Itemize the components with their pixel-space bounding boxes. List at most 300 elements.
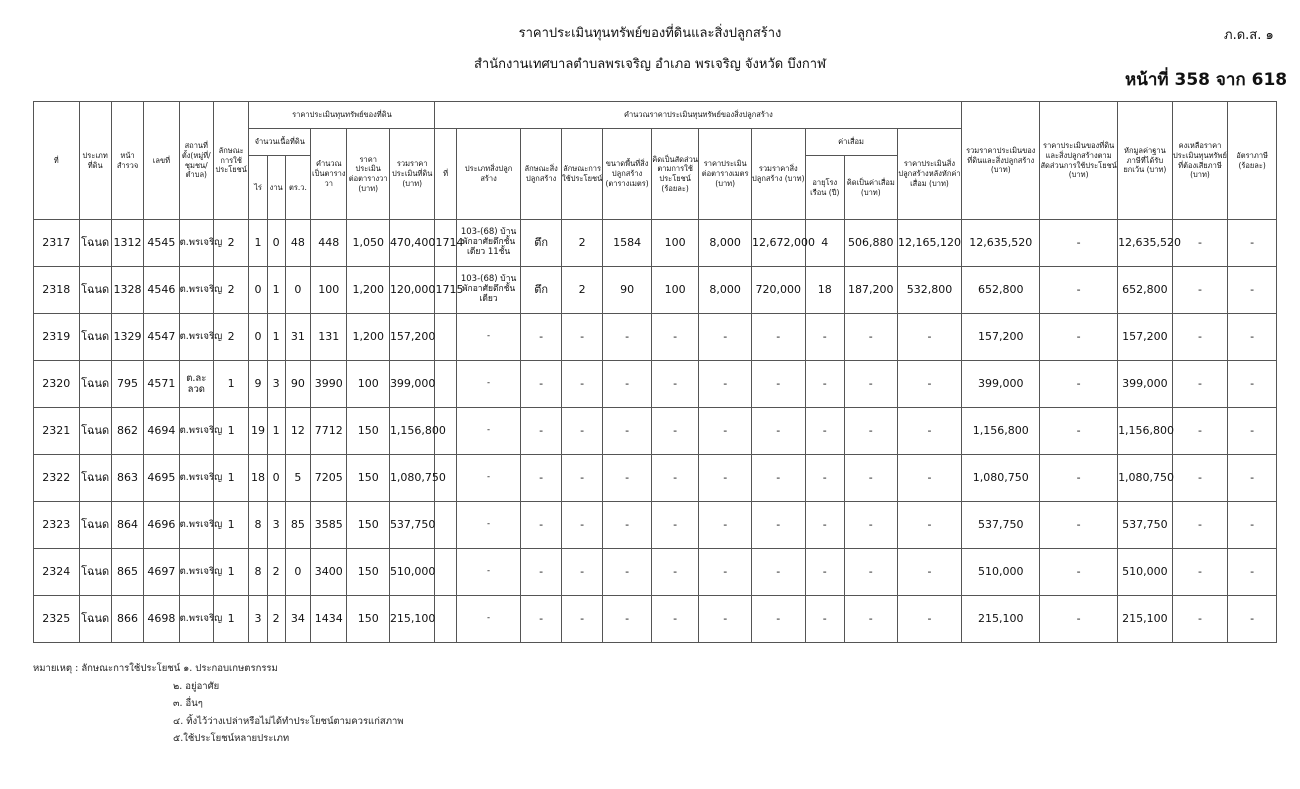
cell-depreciation-amount: - xyxy=(845,502,898,549)
col-land-type: ประเภทที่ดิน xyxy=(79,102,111,220)
cell-price-per-wa: 150 xyxy=(347,455,389,502)
cell-land-type: โฉนด xyxy=(79,361,111,408)
cell-price-per-wa: 150 xyxy=(347,502,389,549)
col-rai: ไร่ xyxy=(249,156,267,220)
cell-rai: 0 xyxy=(249,314,267,361)
col-price-per-wa: ราคาประเมินต่อตารางวา (บาท) xyxy=(347,129,389,220)
cell-row-number: 2320 xyxy=(34,361,80,408)
cell-land-total: 510,000 xyxy=(389,549,435,596)
notes xyxy=(33,660,404,748)
cell-price-per-wa: 100 xyxy=(347,361,389,408)
cell-building-type: 103-(68) บ้านพักอาศัยตึกชั้นเดียว xyxy=(456,267,521,314)
cell-location: ต.พรเจริญ xyxy=(179,408,213,455)
cell-building-ratio: - xyxy=(651,455,699,502)
cell-land-total: 1,080,750 xyxy=(389,455,435,502)
cell-proportional-value: - xyxy=(1040,314,1118,361)
cell-proportional-value: - xyxy=(1040,220,1118,267)
cell-land-type: โฉนด xyxy=(79,596,111,643)
cell-building-ratio: - xyxy=(651,596,699,643)
cell-building-price: - xyxy=(699,502,752,549)
cell-proportional-value: - xyxy=(1040,267,1118,314)
cell-row-number: 2317 xyxy=(34,220,80,267)
cell-survey-page: 795 xyxy=(111,361,143,408)
cell-land-type: โฉนด xyxy=(79,314,111,361)
cell-location: ต.พรเจริญ xyxy=(179,220,213,267)
cell-tax-rate: - xyxy=(1228,596,1277,643)
cell-rai: 0 xyxy=(249,267,267,314)
cell-proportional-value: - xyxy=(1040,361,1118,408)
cell-total-wa: 100 xyxy=(311,267,347,314)
cell-doc-number: 4571 xyxy=(144,361,179,408)
cell-row-number: 2319 xyxy=(34,314,80,361)
cell-usage: 1 xyxy=(213,502,248,549)
cell-deduction: 157,200 xyxy=(1118,314,1173,361)
col-building-no: ที่ xyxy=(435,129,456,220)
cell-location: ต.พรเจริญ xyxy=(179,549,213,596)
cell-depreciation-age: - xyxy=(805,596,844,643)
cell-doc-number: 4545 xyxy=(144,220,179,267)
cell-building-no xyxy=(435,502,456,549)
col-depreciation-amount: คิดเป็นค่าเสื่อม (บาท) xyxy=(845,156,898,220)
cell-building-size: - xyxy=(603,596,652,643)
cell-proportional-value: - xyxy=(1040,455,1118,502)
cell-building-size: - xyxy=(603,361,652,408)
cell-deduction: 652,800 xyxy=(1118,267,1173,314)
cell-building-no xyxy=(435,314,456,361)
cell-after-depreciation: - xyxy=(897,455,962,502)
cell-deduction: 215,100 xyxy=(1118,596,1173,643)
cell-building-size: - xyxy=(603,549,652,596)
page-info: หน้าที่ 358 จาก 618 xyxy=(1125,70,1288,90)
cell-building-no xyxy=(435,596,456,643)
cell-price-per-wa: 1,050 xyxy=(347,220,389,267)
cell-usage: 1 xyxy=(213,408,248,455)
cell-survey-page: 1328 xyxy=(111,267,143,314)
cell-total-wa: 1434 xyxy=(311,596,347,643)
table-row xyxy=(34,314,1277,361)
cell-survey-page: 1329 xyxy=(111,314,143,361)
col-ngan: งาน xyxy=(267,156,285,220)
cell-building-total: - xyxy=(751,549,805,596)
table-row xyxy=(34,502,1277,549)
cell-wa: 34 xyxy=(285,596,310,643)
form-code: ภ.ด.ส. ๑ xyxy=(1224,28,1274,43)
cell-land-total: 157,200 xyxy=(389,314,435,361)
cell-building-ratio: - xyxy=(651,314,699,361)
cell-depreciation-age: - xyxy=(805,408,844,455)
cell-building-no: 1715 xyxy=(435,267,456,314)
cell-grand-total: 157,200 xyxy=(962,314,1040,361)
cell-depreciation-amount: - xyxy=(845,361,898,408)
cell-rai: 19 xyxy=(249,408,267,455)
cell-deduction: 510,000 xyxy=(1118,549,1173,596)
cell-building-ratio: - xyxy=(651,361,699,408)
notes-item: ๔. ทิ้งไว้ว่างเปล่าหรือไม่ได้ทำประโยชน์ตามควรแก่สภาพ xyxy=(173,715,404,727)
cell-after-depreciation: - xyxy=(897,502,962,549)
col-building-type: ประเภทสิ่งปลูกสร้าง xyxy=(456,129,521,220)
cell-usage: 1 xyxy=(213,596,248,643)
cell-building-ratio: 100 xyxy=(651,267,699,314)
cell-depreciation-age: 18 xyxy=(805,267,844,314)
col-building-price: ราคาประเมินต่อตารางเมตร (บาท) xyxy=(699,129,752,220)
cell-remaining: - xyxy=(1172,267,1228,314)
cell-tax-rate: - xyxy=(1228,549,1277,596)
cell-remaining: - xyxy=(1172,220,1228,267)
cell-after-depreciation: 532,800 xyxy=(897,267,962,314)
cell-wa: 31 xyxy=(285,314,310,361)
cell-after-depreciation: - xyxy=(897,361,962,408)
cell-depreciation-age: - xyxy=(805,549,844,596)
notes-label: หมายเหตุ : ลักษณะการใช้ประโยชน์ ๑. ประกอบเกษตรกรรม xyxy=(33,663,278,674)
cell-survey-page: 863 xyxy=(111,455,143,502)
cell-depreciation-amount: - xyxy=(845,408,898,455)
cell-rai: 8 xyxy=(249,549,267,596)
cell-ngan: 3 xyxy=(267,361,285,408)
cell-building-type: - xyxy=(456,314,521,361)
cell-building-ratio: - xyxy=(651,408,699,455)
cell-land-total: 537,750 xyxy=(389,502,435,549)
col-building-style: ลักษณะสิ่งปลูกสร้าง xyxy=(521,129,561,220)
cell-usage: 1 xyxy=(213,361,248,408)
col-location: สถานที่ตั้ง(หมู่ที่/ชุมชน/ตำบล) xyxy=(179,102,213,220)
cell-depreciation-age: - xyxy=(805,455,844,502)
col-grand-total: รวมราคาประเมินของที่ดินและสิ่งปลูกสร้าง (บาท) xyxy=(962,102,1040,220)
cell-wa: 5 xyxy=(285,455,310,502)
cell-usage: 1 xyxy=(213,455,248,502)
cell-usage: 1 xyxy=(213,549,248,596)
table-row xyxy=(34,408,1277,455)
cell-building-price: - xyxy=(699,361,752,408)
cell-building-ratio: - xyxy=(651,502,699,549)
cell-building-type: - xyxy=(456,361,521,408)
cell-land-total: 120,000 xyxy=(389,267,435,314)
cell-building-price: - xyxy=(699,314,752,361)
notes-item: ๓. อื่นๆ xyxy=(173,698,203,709)
cell-survey-page: 864 xyxy=(111,502,143,549)
cell-remaining: - xyxy=(1172,455,1228,502)
cell-proportional-value: - xyxy=(1040,596,1118,643)
cell-total-wa: 3990 xyxy=(311,361,347,408)
cell-after-depreciation: - xyxy=(897,408,962,455)
cell-total-wa: 448 xyxy=(311,220,347,267)
col-doc-no: เลขที่ xyxy=(144,102,179,220)
cell-building-size: 1584 xyxy=(603,220,652,267)
cell-remaining: - xyxy=(1172,596,1228,643)
cell-ngan: 0 xyxy=(267,455,285,502)
cell-rai: 9 xyxy=(249,361,267,408)
col-depreciation-age: อายุโรงเรือน (ปี) xyxy=(805,156,844,220)
cell-after-depreciation: - xyxy=(897,314,962,361)
land-group-header: ราคาประเมินทุนทรัพย์ของที่ดิน xyxy=(249,102,435,129)
cell-depreciation-amount: 187,200 xyxy=(845,267,898,314)
col-building-ratio: คิดเป็นสัดส่วนตามการใช้ประโยชน์ (ร้อยละ) xyxy=(651,129,699,220)
cell-land-type: โฉนด xyxy=(79,455,111,502)
cell-remaining: - xyxy=(1172,408,1228,455)
cell-building-style: - xyxy=(521,314,561,361)
cell-grand-total: 1,080,750 xyxy=(962,455,1040,502)
table-row xyxy=(34,267,1277,314)
cell-building-total: - xyxy=(751,361,805,408)
cell-building-style: - xyxy=(521,596,561,643)
cell-building-no: 1714 xyxy=(435,220,456,267)
col-building-size: ขนาดพื้นที่สิ่งปลูกสร้าง (ตารางเมตร) xyxy=(603,129,652,220)
cell-building-price: - xyxy=(699,455,752,502)
cell-building-no xyxy=(435,361,456,408)
cell-location: ต.พรเจริญ xyxy=(179,267,213,314)
cell-building-usage: - xyxy=(561,408,602,455)
cell-land-type: โฉนด xyxy=(79,408,111,455)
cell-building-usage: 2 xyxy=(561,220,602,267)
cell-building-style: - xyxy=(521,455,561,502)
cell-building-price: 8,000 xyxy=(699,220,752,267)
cell-building-usage: - xyxy=(561,455,602,502)
cell-building-usage: - xyxy=(561,596,602,643)
cell-building-total: - xyxy=(751,314,805,361)
cell-building-total: - xyxy=(751,408,805,455)
cell-rai: 8 xyxy=(249,502,267,549)
cell-depreciation-amount: - xyxy=(845,314,898,361)
cell-after-depreciation: 12,165,120 xyxy=(897,220,962,267)
cell-building-usage: - xyxy=(561,361,602,408)
cell-grand-total: 399,000 xyxy=(962,361,1040,408)
cell-building-size: 90 xyxy=(603,267,652,314)
cell-survey-page: 865 xyxy=(111,549,143,596)
cell-usage: 2 xyxy=(213,267,248,314)
cell-building-usage: - xyxy=(561,549,602,596)
cell-ngan: 1 xyxy=(267,314,285,361)
cell-wa: 85 xyxy=(285,502,310,549)
notes-item: ๕.ใช้ประโยชน์หลายประเภท xyxy=(173,733,290,744)
col-deduction: หักมูลค่าฐานภาษีที่ได้รับยกเว้น (บาท) xyxy=(1118,102,1173,220)
col-remaining: คงเหลือราคาประเมินทุนทรัพย์ที่ต้องเสียภาษี (บาท) xyxy=(1172,102,1228,220)
cell-building-style: ตึก xyxy=(521,267,561,314)
building-group-header: คำนวณราคาประเมินทุนทรัพย์ของสิ่งปลูกสร้าง xyxy=(435,102,962,129)
cell-building-size: - xyxy=(603,502,652,549)
cell-ngan: 3 xyxy=(267,502,285,549)
table-row xyxy=(34,455,1277,502)
cell-ngan: 1 xyxy=(267,408,285,455)
cell-land-total: 215,100 xyxy=(389,596,435,643)
cell-row-number: 2321 xyxy=(34,408,80,455)
cell-wa: 90 xyxy=(285,361,310,408)
cell-proportional-value: - xyxy=(1040,502,1118,549)
cell-row-number: 2324 xyxy=(34,549,80,596)
cell-location: ต.พรเจริญ xyxy=(179,455,213,502)
cell-doc-number: 4547 xyxy=(144,314,179,361)
cell-deduction: 537,750 xyxy=(1118,502,1173,549)
cell-tax-rate: - xyxy=(1228,361,1277,408)
cell-depreciation-age: - xyxy=(805,314,844,361)
page-subtitle: สำนักงานเทศบาลตำบลพรเจริญ อำเภอ พรเจริญ จังหวัด บึงกาฬ xyxy=(473,57,826,72)
cell-building-type: - xyxy=(456,596,521,643)
cell-building-type: 103-(68) บ้านพักอาศัยตึกชั้นเดียว 11ชั้น xyxy=(456,220,521,267)
cell-deduction: 399,000 xyxy=(1118,361,1173,408)
cell-building-price: 8,000 xyxy=(699,267,752,314)
cell-grand-total: 12,635,520 xyxy=(962,220,1040,267)
cell-ngan: 1 xyxy=(267,267,285,314)
cell-remaining: - xyxy=(1172,314,1228,361)
cell-building-price: - xyxy=(699,549,752,596)
col-building-total: รวมราคาสิ่งปลูกสร้าง (บาท) xyxy=(751,129,805,220)
cell-grand-total: 215,100 xyxy=(962,596,1040,643)
cell-depreciation-amount: - xyxy=(845,455,898,502)
cell-survey-page: 862 xyxy=(111,408,143,455)
cell-depreciation-amount: 506,880 xyxy=(845,220,898,267)
cell-total-wa: 3400 xyxy=(311,549,347,596)
cell-deduction: 1,156,800 xyxy=(1118,408,1173,455)
cell-doc-number: 4697 xyxy=(144,549,179,596)
cell-row-number: 2325 xyxy=(34,596,80,643)
cell-grand-total: 510,000 xyxy=(962,549,1040,596)
table-row xyxy=(34,596,1277,643)
cell-building-size: - xyxy=(603,408,652,455)
cell-building-style: - xyxy=(521,549,561,596)
cell-doc-number: 4546 xyxy=(144,267,179,314)
cell-building-total: - xyxy=(751,455,805,502)
cell-price-per-wa: 150 xyxy=(347,408,389,455)
cell-after-depreciation: - xyxy=(897,549,962,596)
cell-location: ต.ละลวด xyxy=(179,361,213,408)
cell-building-no xyxy=(435,549,456,596)
cell-survey-page: 866 xyxy=(111,596,143,643)
cell-proportional-value: - xyxy=(1040,549,1118,596)
cell-tax-rate: - xyxy=(1228,220,1277,267)
cell-depreciation-age: - xyxy=(805,361,844,408)
cell-price-per-wa: 1,200 xyxy=(347,267,389,314)
cell-building-usage: - xyxy=(561,502,602,549)
cell-grand-total: 1,156,800 xyxy=(962,408,1040,455)
cell-depreciation-age: - xyxy=(805,502,844,549)
cell-doc-number: 4695 xyxy=(144,455,179,502)
cell-wa: 0 xyxy=(285,267,310,314)
col-survey-page: หน้าสำรวจ xyxy=(111,102,143,220)
cell-building-usage: 2 xyxy=(561,267,602,314)
table-row xyxy=(34,549,1277,596)
cell-row-number: 2322 xyxy=(34,455,80,502)
cell-location: ต.พรเจริญ xyxy=(179,314,213,361)
cell-ngan: 0 xyxy=(267,220,285,267)
cell-building-total: - xyxy=(751,502,805,549)
cell-depreciation-amount: - xyxy=(845,596,898,643)
col-no: ที่ xyxy=(34,102,80,220)
cell-ngan: 2 xyxy=(267,596,285,643)
area-group-header: จำนวนเนื้อที่ดิน xyxy=(249,129,311,156)
cell-building-usage: - xyxy=(561,314,602,361)
cell-building-total: 12,672,000 xyxy=(751,220,805,267)
cell-remaining: - xyxy=(1172,549,1228,596)
cell-total-wa: 7712 xyxy=(311,408,347,455)
col-usage: ลักษณะการใช้ประโยชน์ xyxy=(213,102,248,220)
cell-building-price: - xyxy=(699,408,752,455)
cell-total-wa: 3585 xyxy=(311,502,347,549)
cell-deduction: 1,080,750 xyxy=(1118,455,1173,502)
cell-usage: 2 xyxy=(213,220,248,267)
cell-building-type: - xyxy=(456,408,521,455)
cell-depreciation-amount: - xyxy=(845,549,898,596)
cell-remaining: - xyxy=(1172,502,1228,549)
cell-usage: 2 xyxy=(213,314,248,361)
cell-land-total: 1,156,800 xyxy=(389,408,435,455)
cell-after-depreciation: - xyxy=(897,596,962,643)
cell-proportional-value: - xyxy=(1040,408,1118,455)
cell-land-type: โฉนด xyxy=(79,549,111,596)
depreciation-group-header: ค่าเสื่อม xyxy=(805,129,897,156)
cell-rai: 18 xyxy=(249,455,267,502)
cell-building-ratio: - xyxy=(651,549,699,596)
table-row xyxy=(34,361,1277,408)
cell-land-total: 399,000 xyxy=(389,361,435,408)
cell-rai: 3 xyxy=(249,596,267,643)
cell-doc-number: 4696 xyxy=(144,502,179,549)
cell-grand-total: 652,800 xyxy=(962,267,1040,314)
col-tax-rate: อัตราภาษี (ร้อยละ) xyxy=(1228,102,1277,220)
col-total-wa: คำนวณเป็นตารางวา xyxy=(311,129,347,220)
cell-row-number: 2323 xyxy=(34,502,80,549)
cell-tax-rate: - xyxy=(1228,408,1277,455)
cell-building-total: - xyxy=(751,596,805,643)
cell-wa: 0 xyxy=(285,549,310,596)
cell-deduction: 12,635,520 xyxy=(1118,220,1173,267)
cell-land-type: โฉนด xyxy=(79,502,111,549)
cell-building-total: 720,000 xyxy=(751,267,805,314)
cell-building-style: - xyxy=(521,408,561,455)
col-land-total: รวมราคาประเมินที่ดิน (บาท) xyxy=(389,129,435,220)
cell-rai: 1 xyxy=(249,220,267,267)
cell-land-type: โฉนด xyxy=(79,267,111,314)
cell-survey-page: 1312 xyxy=(111,220,143,267)
cell-grand-total: 537,750 xyxy=(962,502,1040,549)
cell-doc-number: 4694 xyxy=(144,408,179,455)
col-building-usage: ลักษณะการใช้ประโยชน์ xyxy=(561,129,602,220)
cell-price-per-wa: 150 xyxy=(347,596,389,643)
cell-ngan: 2 xyxy=(267,549,285,596)
cell-building-style: - xyxy=(521,502,561,549)
cell-tax-rate: - xyxy=(1228,502,1277,549)
assessment-table xyxy=(33,101,1277,643)
notes-item: ๒. อยู่อาศัย xyxy=(173,680,220,692)
cell-building-type: - xyxy=(456,455,521,502)
cell-total-wa: 131 xyxy=(311,314,347,361)
cell-building-ratio: 100 xyxy=(651,220,699,267)
cell-depreciation-age: 4 xyxy=(805,220,844,267)
cell-land-type: โฉนด xyxy=(79,220,111,267)
cell-building-price: - xyxy=(699,596,752,643)
cell-building-style: - xyxy=(521,361,561,408)
cell-tax-rate: - xyxy=(1228,455,1277,502)
cell-wa: 48 xyxy=(285,220,310,267)
cell-doc-number: 4698 xyxy=(144,596,179,643)
col-wa: ตร.ว. xyxy=(285,156,310,220)
table-row xyxy=(34,220,1277,267)
cell-building-type: - xyxy=(456,502,521,549)
cell-location: ต.พรเจริญ xyxy=(179,596,213,643)
cell-tax-rate: - xyxy=(1228,314,1277,361)
cell-building-type: - xyxy=(456,549,521,596)
cell-row-number: 2318 xyxy=(34,267,80,314)
cell-remaining: - xyxy=(1172,361,1228,408)
cell-price-per-wa: 1,200 xyxy=(347,314,389,361)
cell-building-style: ตึก xyxy=(521,220,561,267)
cell-land-total: 470,400 xyxy=(389,220,435,267)
col-proportional-value: ราคาประเมินของที่ดินและสิ่งปลูกสร้างตามสัดส่วนการใช้ประโยชน์ (บาท) xyxy=(1040,102,1118,220)
cell-wa: 12 xyxy=(285,408,310,455)
cell-building-size: - xyxy=(603,455,652,502)
col-after-depreciation: ราคาประเมินสิ่งปลูกสร้างหลังหักค่าเสื่อม (บาท) xyxy=(897,129,962,220)
page-title: ราคาประเมินทุนทรัพย์ของที่ดินและสิ่งปลูกสร้าง xyxy=(518,26,782,41)
cell-total-wa: 7205 xyxy=(311,455,347,502)
cell-price-per-wa: 150 xyxy=(347,549,389,596)
cell-tax-rate: - xyxy=(1228,267,1277,314)
